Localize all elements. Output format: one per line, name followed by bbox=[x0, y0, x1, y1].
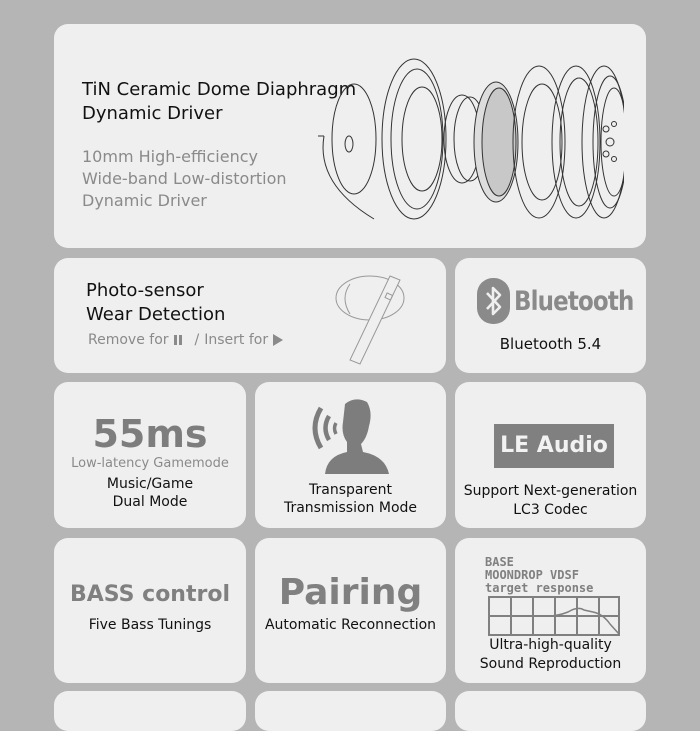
person-speaking-icon bbox=[311, 396, 391, 478]
latency-subtitle: Low-latency Gamemode bbox=[71, 456, 229, 471]
pairing-title: Pairing bbox=[278, 572, 423, 613]
wear-detection-card bbox=[54, 258, 446, 373]
target-response-card bbox=[455, 538, 646, 683]
earbud-icon bbox=[334, 272, 414, 367]
driver-card bbox=[54, 24, 646, 248]
target-description: Ultra-high-quality Sound Reproduction bbox=[479, 637, 622, 672]
driver-title: TiN Ceramic Dome Diaphragm Dynamic Driver bbox=[82, 79, 357, 124]
frequency-response-graph bbox=[488, 596, 620, 636]
bluetooth-logo: Bluetooth bbox=[477, 278, 646, 324]
le-audio-description: Support Next-generation LC3 Codec bbox=[463, 483, 638, 518]
exploded-driver-icon bbox=[314, 54, 624, 224]
latency-value: 55ms bbox=[92, 412, 208, 456]
play-icon bbox=[273, 334, 283, 346]
bluetooth-card bbox=[455, 258, 646, 373]
bass-control-card bbox=[54, 538, 246, 683]
partial-card-1 bbox=[54, 691, 246, 731]
le-audio-card bbox=[455, 382, 646, 528]
transparent-mode-card bbox=[255, 382, 446, 528]
pairing-card bbox=[255, 538, 446, 683]
bluetooth-icon bbox=[477, 278, 510, 324]
bass-title: BASS control bbox=[70, 582, 230, 607]
bluetooth-version: Bluetooth 5.4 bbox=[499, 335, 602, 353]
driver-description: 10mm High-efficiency Wide-band Low-distortion Dynamic Driver bbox=[82, 147, 287, 210]
transparent-mode-label: Transparent Transmission Mode bbox=[283, 482, 418, 516]
le-audio-badge: LE Audio bbox=[494, 424, 614, 468]
partial-card-2 bbox=[255, 691, 446, 731]
pairing-subtitle: Automatic Reconnection bbox=[264, 617, 437, 633]
wear-instructions: Remove for / Insert for bbox=[88, 332, 283, 348]
bass-subtitle: Five Bass Tunings bbox=[88, 617, 212, 633]
pause-icon bbox=[174, 335, 182, 345]
target-labels: BASE MOONDROP VDSF target response bbox=[485, 555, 594, 595]
partial-card-3 bbox=[455, 691, 646, 731]
wear-title: Photo-sensor Wear Detection bbox=[86, 280, 226, 325]
latency-mode: Music/Game Dual Mode bbox=[106, 476, 194, 510]
latency-card bbox=[54, 382, 246, 528]
